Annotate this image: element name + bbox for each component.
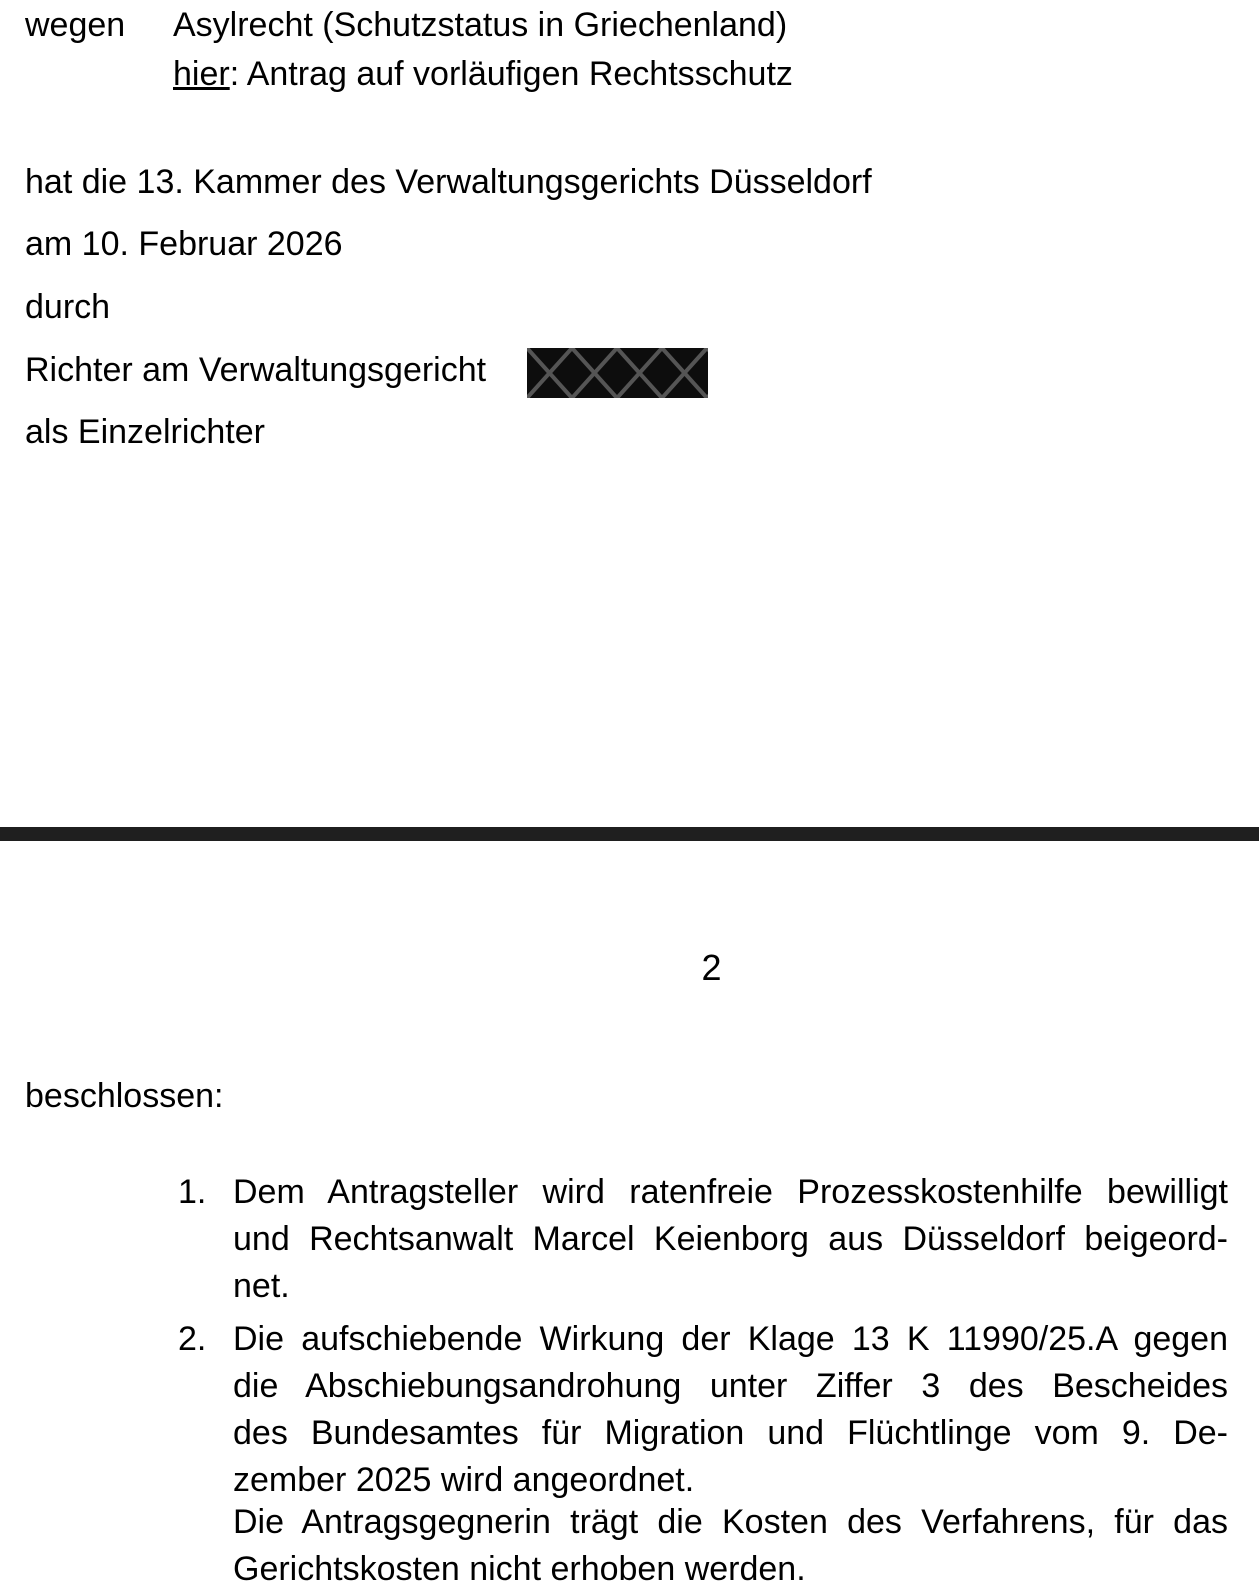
decision-2-number: 2.: [178, 1320, 207, 1358]
court-line: hat die 13. Kammer des Verwaltungsgerichts Düsseldorf: [25, 163, 872, 201]
decision-date-line: am 10. Februar 2026: [25, 225, 343, 263]
decision-2-line: des Bundesamtes für Migration und Flüchtlinge vom 9. De-: [233, 1414, 1228, 1452]
decision-1-line: net.: [233, 1267, 290, 1305]
durch-line: durch: [25, 288, 111, 326]
subject-hier-underlined: hier: [173, 55, 230, 93]
costs-line: Die Antragsgegnerin trägt die Kosten des Verfahrens, für das: [233, 1503, 1228, 1541]
subject-value: [173, 1, 793, 99]
subject-row: [25, 1, 793, 99]
decision-2-line: Die aufschiebende Wirkung der Klage 13 K 11990/25.A gegen: [233, 1320, 1228, 1358]
subject-label: wegen: [25, 6, 126, 44]
page-separator-bar: [0, 827, 1259, 841]
decision-1-text: [233, 1169, 1228, 1310]
decision-2-line: die Abschiebungsandrohung unter Ziffer 3 des Bescheides: [233, 1367, 1228, 1405]
decision-intro: beschlossen:: [25, 1077, 224, 1115]
decision-2-text: [233, 1316, 1228, 1504]
decision-1-number: 1.: [178, 1173, 207, 1211]
subject-line-1: Asylrecht (Schutzstatus in Griechenland): [173, 6, 788, 44]
judge-title: Richter am Verwaltungsgericht: [25, 351, 487, 389]
decision-2-line: zember 2025 wird angeordnet.: [233, 1461, 695, 1499]
single-judge-line: als Einzelrichter: [25, 413, 265, 451]
decision-1-line: Dem Antragsteller wird ratenfreie Prozesskostenhilfe bewilligt: [233, 1173, 1228, 1211]
decision-2-costs-paragraph: [233, 1499, 1228, 1593]
decision-item-2: [178, 1316, 1228, 1504]
page-number: 2: [701, 947, 722, 988]
subject-hier-rest: : Antrag auf vorläufigen Rechtsschutz: [229, 55, 793, 93]
judge-line: [25, 347, 1235, 394]
redacted-judge-name-box: [527, 348, 708, 398]
subject-line-2: [173, 50, 793, 99]
decision-1-line: und Rechtsanwalt Marcel Keienborg aus Düsseldorf beigeord-: [233, 1220, 1228, 1258]
decision-item-1: [178, 1169, 1228, 1310]
costs-line: Gerichtskosten nicht erhoben werden.: [233, 1550, 806, 1588]
